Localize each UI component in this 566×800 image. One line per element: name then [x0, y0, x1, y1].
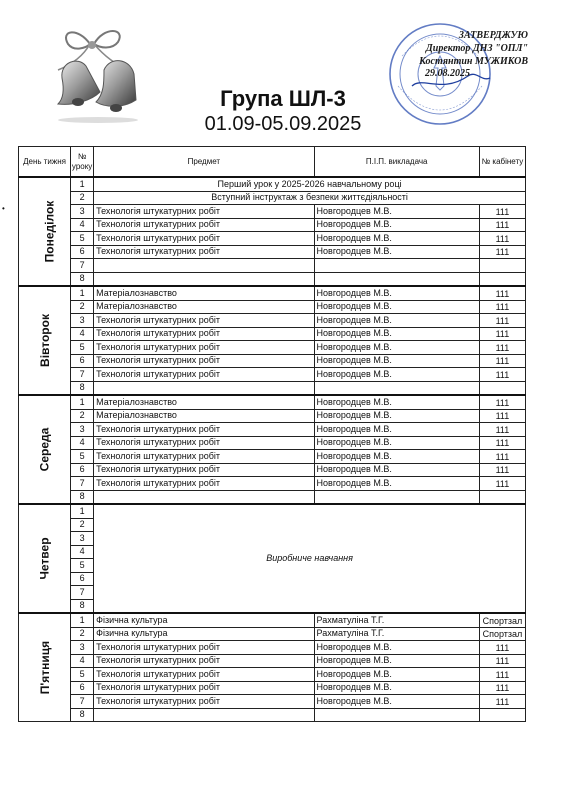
approval-position: Директор ДНЗ "ОПЛ" — [425, 42, 528, 54]
lesson-subject: Технологія штукатурних робіт — [94, 327, 314, 341]
lesson-teacher: Новгородцев М.В. — [314, 354, 479, 368]
table-row — [19, 450, 526, 464]
day-cell — [19, 286, 71, 395]
lesson-room — [479, 490, 525, 504]
lesson-teacher — [314, 381, 479, 395]
lesson-teacher: Новгородцев М.В. — [314, 436, 479, 450]
table-row — [19, 177, 526, 191]
table-row — [19, 627, 526, 641]
table-row — [19, 613, 526, 627]
day-cell — [19, 395, 71, 504]
lesson-number: 8 — [71, 272, 94, 286]
lesson-subject: Технологія штукатурних робіт — [94, 245, 314, 259]
lesson-room: 111 — [479, 681, 525, 695]
lesson-number: 2 — [71, 409, 94, 423]
lesson-subject: Технологія штукатурних робіт — [94, 354, 314, 368]
lesson-teacher: Новгородцев М.В. — [314, 286, 479, 300]
lesson-teacher — [314, 272, 479, 286]
lesson-number: 1 — [71, 286, 94, 300]
lesson-number: 2 — [71, 191, 94, 205]
table-row — [19, 654, 526, 668]
lesson-teacher: Новгородцев М.В. — [314, 232, 479, 246]
lesson-room: 111 — [479, 477, 525, 491]
table-row — [19, 681, 526, 695]
day-cell — [19, 504, 71, 613]
lesson-subject: Технологія штукатурних робіт — [94, 681, 314, 695]
lesson-teacher: Новгородцев М.В. — [314, 654, 479, 668]
table-row — [19, 300, 526, 314]
lesson-room: 111 — [479, 327, 525, 341]
table-row — [19, 272, 526, 286]
approval-title: ЗАТВЕРДЖУЮ — [458, 30, 528, 41]
lesson-subject: Технологія штукатурних робіт — [94, 368, 314, 382]
group-title: Група ШЛ-3 — [220, 86, 346, 111]
lesson-teacher: Новгородцев М.В. — [314, 368, 479, 382]
lesson-number: 8 — [71, 381, 94, 395]
lesson-room: 111 — [479, 654, 525, 668]
lesson-subject: Технологія штукатурних робіт — [94, 423, 314, 437]
lesson-number: 3 — [71, 314, 94, 328]
lesson-room: 111 — [479, 341, 525, 355]
lesson-room: 111 — [479, 436, 525, 450]
lesson-number: 7 — [71, 259, 94, 273]
lesson-teacher: Новгородцев М.В. — [314, 681, 479, 695]
lesson-number: 5 — [71, 450, 94, 464]
lesson-room: Спортзал — [479, 613, 525, 627]
lesson-room: Спортзал — [479, 627, 525, 641]
lesson-subject: Технологія штукатурних робіт — [94, 450, 314, 464]
table-row — [19, 368, 526, 382]
merged-note-cell: Виробниче навчання — [94, 504, 526, 613]
lesson-number: 5 — [71, 668, 94, 682]
lesson-subject: Технологія штукатурних робіт — [94, 695, 314, 709]
lesson-room: 111 — [479, 423, 525, 437]
lesson-number: 6 — [71, 572, 94, 586]
lesson-number: 6 — [71, 681, 94, 695]
lesson-room: 111 — [479, 314, 525, 328]
lesson-room: 111 — [479, 463, 525, 477]
lesson-teacher: Новгородцев М.В. — [314, 450, 479, 464]
table-row — [19, 490, 526, 504]
lesson-teacher: Новгородцев М.В. — [314, 477, 479, 491]
lesson-room: 111 — [479, 245, 525, 259]
lesson-subject: Технологія штукатурних робіт — [94, 314, 314, 328]
lesson-subject: Фізична культура — [94, 627, 314, 641]
schedule-table — [18, 146, 526, 722]
day-name: Понеділок — [42, 200, 57, 262]
lesson-number: 2 — [71, 627, 94, 641]
lesson-subject — [94, 490, 314, 504]
lesson-number: 3 — [71, 641, 94, 655]
lesson-room — [479, 381, 525, 395]
lesson-teacher — [314, 490, 479, 504]
lesson-subject: Матеріалознавство — [94, 409, 314, 423]
lesson-room: 111 — [479, 450, 525, 464]
header-lesson-number: № уроку — [71, 147, 94, 178]
lesson-room: 111 — [479, 641, 525, 655]
day-name: Середа — [37, 427, 52, 471]
lesson-teacher: Новгородцев М.В. — [314, 314, 479, 328]
table-row — [19, 504, 526, 518]
table-row — [19, 708, 526, 722]
lesson-room — [479, 272, 525, 286]
lesson-number: 5 — [71, 232, 94, 246]
lesson-number: 1 — [71, 504, 94, 518]
lesson-room: 111 — [479, 232, 525, 246]
lesson-number: 6 — [71, 463, 94, 477]
lesson-number: 1 — [71, 613, 94, 627]
lesson-number: 8 — [71, 490, 94, 504]
lesson-number: 5 — [71, 341, 94, 355]
lesson-room: 111 — [479, 395, 525, 409]
lesson-number: 4 — [71, 436, 94, 450]
table-row — [19, 436, 526, 450]
lesson-number: 1 — [71, 177, 94, 191]
lesson-teacher: Рахматуліна Т.Г. — [314, 627, 479, 641]
lesson-number: 8 — [71, 708, 94, 722]
lesson-number: 3 — [71, 423, 94, 437]
lesson-room: 111 — [479, 286, 525, 300]
approval-date: 29.08.2025 — [425, 68, 470, 80]
lesson-room: 111 — [479, 300, 525, 314]
approval-name: Костянтин МУЖИКОВ — [419, 55, 528, 67]
lesson-number: 3 — [71, 532, 94, 546]
lesson-number: 2 — [71, 518, 94, 532]
lesson-teacher: Новгородцев М.В. — [314, 423, 479, 437]
lesson-teacher: Новгородцев М.В. — [314, 341, 479, 355]
table-row — [19, 354, 526, 368]
lesson-subject: Технологія штукатурних робіт — [94, 463, 314, 477]
lesson-number: 1 — [71, 395, 94, 409]
lesson-subject: Фізична культура — [94, 613, 314, 627]
lesson-room: 111 — [479, 218, 525, 232]
day-cell — [19, 177, 71, 286]
lesson-number: 7 — [71, 477, 94, 491]
table-row — [19, 341, 526, 355]
table-row — [19, 668, 526, 682]
lesson-number: 3 — [71, 205, 94, 219]
lesson-room — [479, 259, 525, 273]
lesson-subject: Матеріалознавство — [94, 286, 314, 300]
lesson-subject: Технологія штукатурних робіт — [94, 205, 314, 219]
lesson-subject: Матеріалознавство — [94, 300, 314, 314]
table-row — [19, 423, 526, 437]
lesson-subject: Технологія штукатурних робіт — [94, 341, 314, 355]
lesson-subject: Технологія штукатурних робіт — [94, 218, 314, 232]
lesson-subject: Технологія штукатурних робіт — [94, 232, 314, 246]
lesson-teacher: Новгородцев М.В. — [314, 245, 479, 259]
table-row — [19, 191, 526, 205]
margin-mark: • — [2, 204, 5, 213]
table-row — [19, 381, 526, 395]
lesson-subject — [94, 381, 314, 395]
lesson-subject — [94, 259, 314, 273]
lesson-teacher — [314, 708, 479, 722]
header-subject: Предмет — [94, 147, 314, 178]
lesson-room: 111 — [479, 368, 525, 382]
lesson-number: 2 — [71, 300, 94, 314]
lesson-room — [479, 708, 525, 722]
table-row — [19, 477, 526, 491]
day-name: Вівторок — [37, 313, 52, 367]
table-row — [19, 259, 526, 273]
lesson-number: 5 — [71, 559, 94, 573]
lesson-teacher: Новгородцев М.В. — [314, 668, 479, 682]
table-row — [19, 463, 526, 477]
lesson-number: 4 — [71, 327, 94, 341]
lesson-number: 7 — [71, 695, 94, 709]
table-row — [19, 327, 526, 341]
lesson-teacher: Новгородцев М.В. — [314, 300, 479, 314]
lesson-teacher: Новгородцев М.В. — [314, 395, 479, 409]
header-room: № кабінету — [479, 147, 525, 178]
lesson-teacher: Новгородцев М.В. — [314, 205, 479, 219]
lesson-number: 8 — [71, 599, 94, 613]
lesson-teacher: Новгородцев М.В. — [314, 463, 479, 477]
lesson-number: 6 — [71, 354, 94, 368]
table-row — [19, 641, 526, 655]
lesson-subject: Технологія штукатурних робіт — [94, 641, 314, 655]
table-row — [19, 218, 526, 232]
lesson-subject — [94, 272, 314, 286]
lesson-number: 7 — [71, 368, 94, 382]
table-row — [19, 395, 526, 409]
header-day: День тижня — [19, 147, 71, 178]
table-row — [19, 205, 526, 219]
lesson-number: 6 — [71, 245, 94, 259]
lesson-teacher: Новгородцев М.В. — [314, 218, 479, 232]
header-teacher: П.І.П. викладача — [314, 147, 479, 178]
lesson-number: 4 — [71, 545, 94, 559]
lesson-subject: Технологія штукатурних робіт — [94, 668, 314, 682]
table-row — [19, 245, 526, 259]
table-row — [19, 409, 526, 423]
table-header-row — [19, 147, 526, 178]
lesson-room: 111 — [479, 668, 525, 682]
lesson-subject: Матеріалознавство — [94, 395, 314, 409]
lesson-teacher: Новгородцев М.В. — [314, 695, 479, 709]
table-row — [19, 695, 526, 709]
lesson-note: Вступний інструктаж з безпеки життєдіяльності — [94, 191, 526, 205]
lesson-room: 111 — [479, 409, 525, 423]
day-name: П'ятниця — [38, 640, 53, 694]
lesson-note: Перший урок у 2025-2026 навчальному році — [94, 177, 526, 191]
lesson-number: 4 — [71, 654, 94, 668]
lesson-teacher: Новгородцев М.В. — [314, 409, 479, 423]
lesson-teacher: Новгородцев М.В. — [314, 327, 479, 341]
lesson-subject — [94, 708, 314, 722]
date-range: 01.09-05.09.2025 — [204, 113, 362, 135]
lesson-number: 7 — [71, 586, 94, 600]
table-row — [19, 232, 526, 246]
table-row — [19, 314, 526, 328]
lesson-subject: Технологія штукатурних робіт — [94, 654, 314, 668]
table-row — [19, 286, 526, 300]
day-cell — [19, 613, 71, 722]
lesson-room: 111 — [479, 354, 525, 368]
lesson-teacher: Новгородцев М.В. — [314, 641, 479, 655]
lesson-subject: Технологія штукатурних робіт — [94, 436, 314, 450]
lesson-teacher: Рахматуліна Т.Г. — [314, 613, 479, 627]
lesson-teacher — [314, 259, 479, 273]
day-name: Четвер — [37, 536, 52, 580]
lesson-subject: Технологія штукатурних робіт — [94, 477, 314, 491]
lesson-number: 4 — [71, 218, 94, 232]
lesson-room: 111 — [479, 205, 525, 219]
lesson-room: 111 — [479, 695, 525, 709]
